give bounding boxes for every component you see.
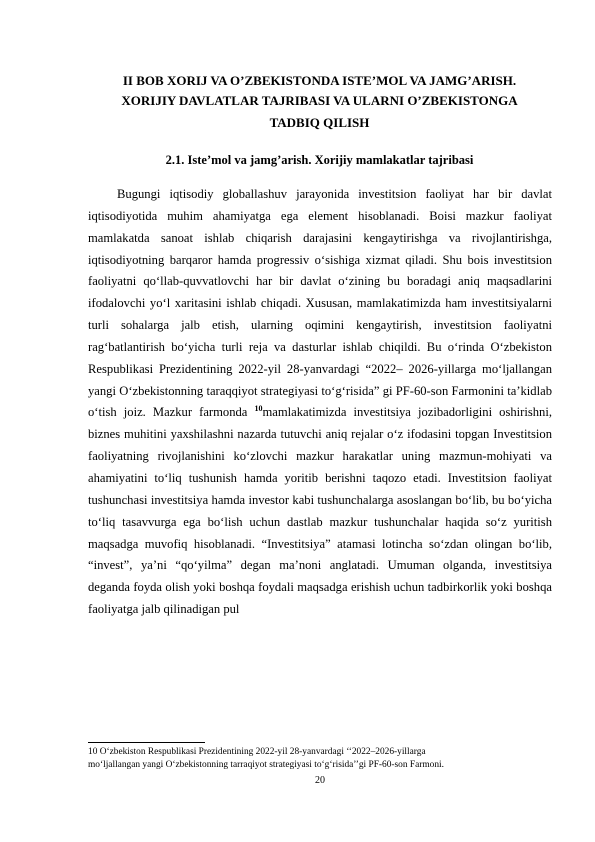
footnote	[88, 746, 552, 772]
body-text-part-2: mamlakatimizda investitsiya jozibadorligini oshirishni, biznes muhitini yaxshilashni nazarda tutuvchi aniq rejalar o‘z ifodasini topgan Investitsion faoliyatning rivojlanishini ko‘zlovchi mazkur harakatlar uning mazmun-mohiyati va ahamiyatini to‘liq tushunish hamda yoritib berishni taqozo etadi. Investitsion faoliyat tushunchasi investitsiya hamda investor kabi tushunchalarga asoslangan bo‘lib, bu bo‘yicha to‘liq tasavvurga ega bo‘lish uchun dastlab mazkur tushunchalar haqida so‘z yuritish maqsadga muvofiq hisoblanadi. “Investitsiya” atamasi lotincha so‘zdan olingan bo‘lib, “invest”, ya’ni “qo‘yilma” degan ma’noni anglatadi. Umuman olganda, investitsiya deganda foyda olish yoki boshqa foydali maqsadga erishish uchun tadbirkorlik yoki boshqa faoliyatga jalb qilinadigan pul	[88, 405, 553, 617]
section-title: 2.1. Iste’mol va jamg’arish. Xorijiy mamlakatlar tajribasi	[165, 153, 474, 167]
chapter-title	[88, 71, 551, 133]
footnote-divider	[88, 742, 205, 743]
page-number: 20	[315, 775, 325, 786]
body-text-part-1: Bugungi iqtisodiy globallashuv jarayonida investitsion faoliyat har bir davlat iqtisodiyotida muhim ahamiyatga ega element hisoblanadi. Boisi mazkur faoliyat mamlakatda sanoat ishlab chiqarish darajasini kengaytirishga va rivojlantirishga, iqtisodiyotning barqaror hamda progressiv o‘sishiga xizmat qiladi. Shu bois investitsion faoliyatni qo‘llab-quvvatlovchi har bir davlat o‘zining bu boradagi aniq maqsadlarini ifodalovchi yo‘l xaritasini ishlab chiqadi. Xususan, mamlakatimizda ham investitsiyalarni turli sohalarga jalb etish, ularning oqimini kengaytirish, investitsion faoliyatni rag‘batlantirish bo‘yicha turli reja va dasturlar ishlab chiqildi. Bu o‘rinda O‘zbekiston Respublikasi Prezidentining 2022-yil 28-yanvardagi “2022– 2026-yillarga mo‘ljallangan yangi O‘zbekistonning taraqqiyot strategiyasi to‘g‘risida” gi PF-60-son Farmonini ta’kidlab o‘tish joiz. Mazkur farmonda	[88, 187, 552, 420]
footnote-line-1: 10 O‘zbekiston Respublikasi Prezidentining 2022-yil 28-yanvardagi ‘‘2022–2026-yillarga	[88, 747, 426, 757]
body-paragraph	[88, 184, 552, 621]
chapter-title-line-1: II BOB XORIJ VA O’ZBEKISTONDA ISTE’MOL VA JAMG’ARISH.	[122, 73, 517, 88]
footnote-line-2: mo‘ljallangan yangi O‘zbekistonning tarraqiyot strategiyasi to‘g‘risida’’gi PF-60-son Farmoni.	[88, 760, 445, 770]
chapter-title-line-2: XORIJIY DAVLATLAR TAJRIBASI VA ULARNI O’ZBEKISTONGA	[121, 92, 518, 108]
chapter-title-line-3: TADBIQ QILISH	[269, 115, 370, 130]
footnote-reference[interactable]: 10	[254, 404, 263, 414]
